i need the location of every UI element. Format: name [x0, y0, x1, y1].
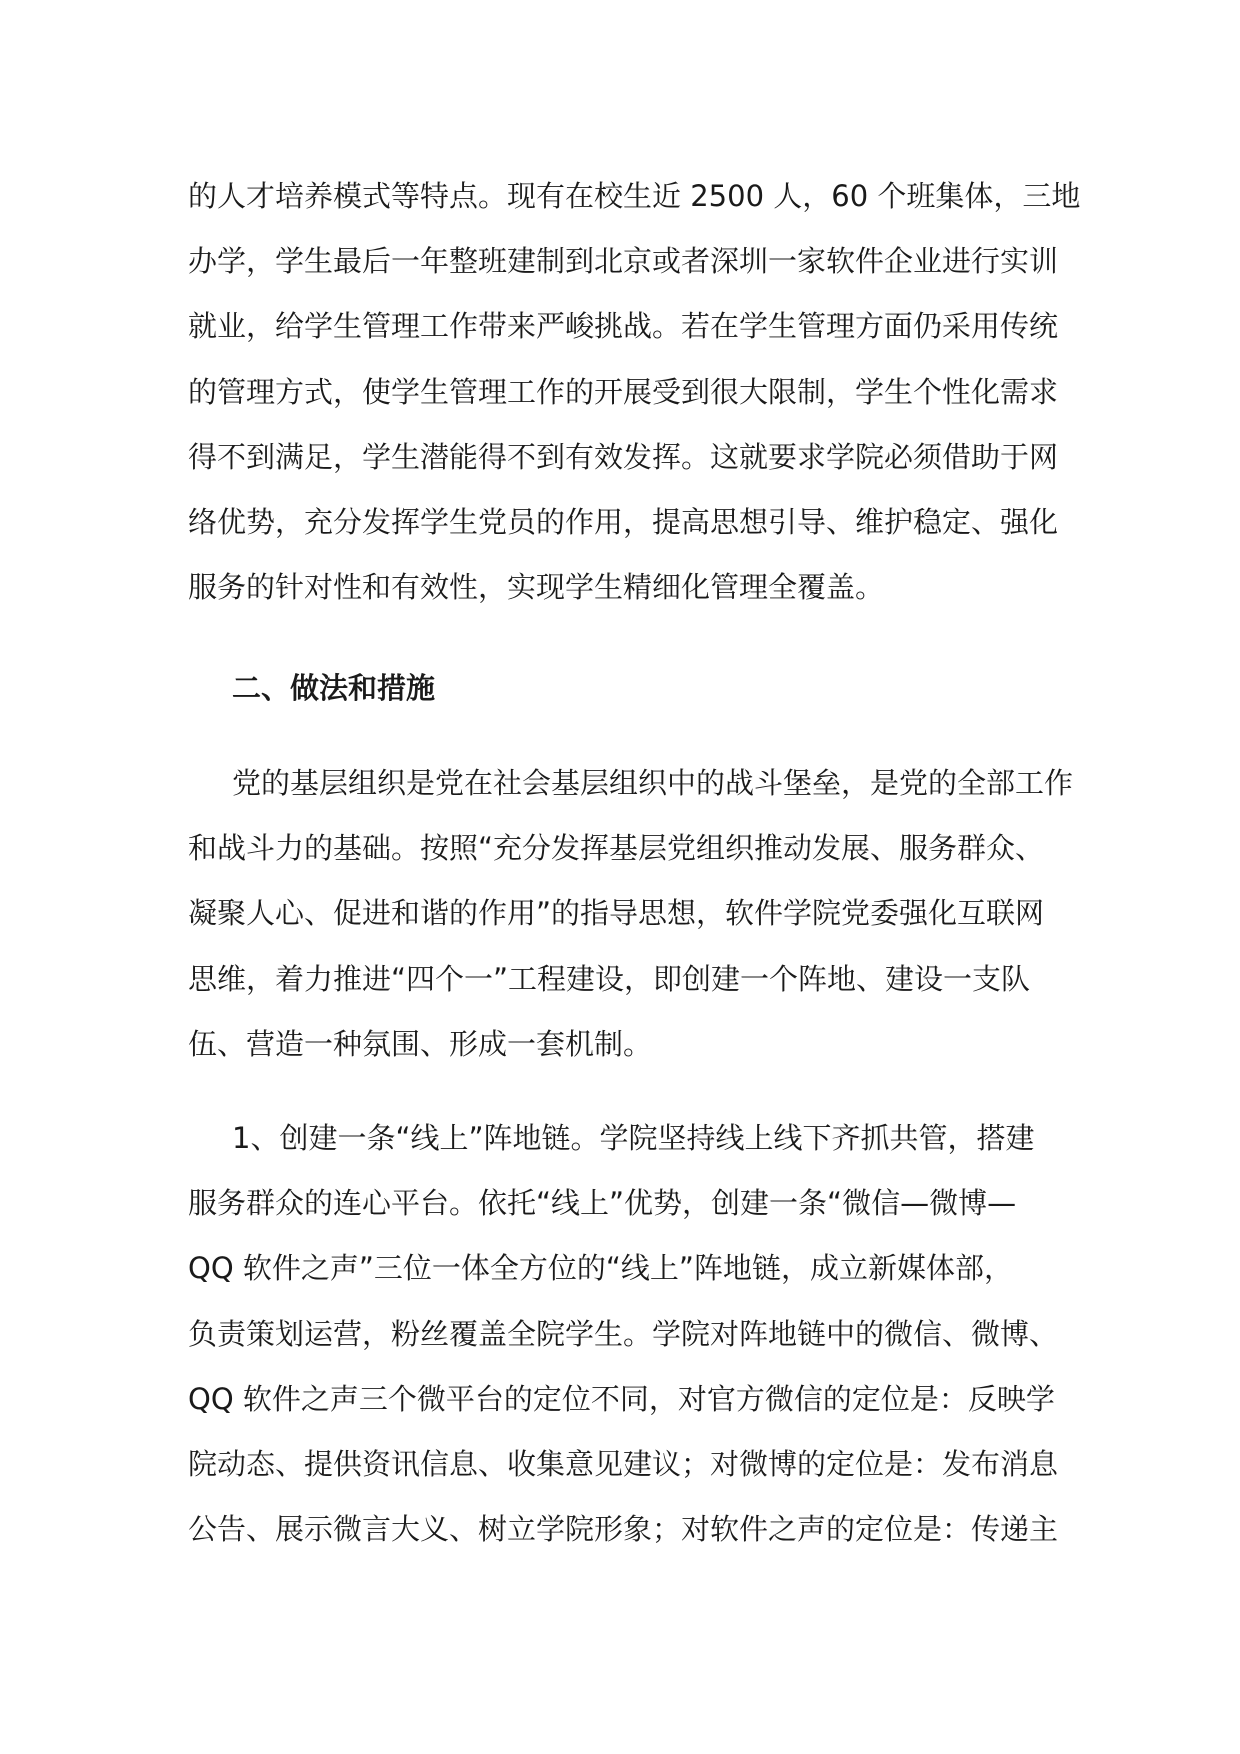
- paragraph-line: 和战斗力的基础。按照“充分发挥基层党组织推动发展、服务群众、: [188, 831, 1045, 866]
- paragraph-line: 凝聚人心、促进和谐的作用”的指导思想，软件学院党委强化互联网: [188, 896, 1045, 931]
- paragraph-line: 党的基层组织是党在社会基层组织中的战斗堡垒，是党的全部工作: [232, 766, 1074, 800]
- paragraph-line: 服务群众的连心平台。依托“线上”优势，创建一条“微信—微博—: [188, 1186, 1017, 1221]
- body-paragraph-1: [188, 164, 1081, 620]
- paragraph-line: 伍、营造一种氛围、形成一套机制。: [188, 1026, 653, 1061]
- paragraph-line: 得不到满足，学生潜能得不到有效发挥。这就要求学院必须借助于网: [188, 439, 1059, 474]
- paragraph-line: 络优势，充分发挥学生党员的作用，提高思想引导、维护稳定、强化: [188, 505, 1059, 540]
- paragraph-line: 1、创建一条“线上”阵地链。学院坚持线上线下齐抓共管，搭建: [232, 1121, 1035, 1155]
- body-paragraph-2: [188, 751, 1074, 1077]
- paragraph-line: 负责策划运营，粉丝覆盖全院学生。学院对阵地链中的微信、微博、: [188, 1316, 1059, 1351]
- paragraph-line: 公告、展示微言大义、树立学院形象；对软件之声的定位是：传递主: [188, 1512, 1059, 1547]
- paragraph-line: 院动态、提供资讯信息、收集意见建议；对微博的定位是：发布消息: [188, 1447, 1059, 1482]
- paragraph-line: 思维，着力推进“四个一”工程建设，即创建一个阵地、建设一支队: [188, 961, 1031, 996]
- paragraph-line: 办学，学生最后一年整班建制到北京或者深圳一家软件企业进行实训: [188, 244, 1059, 279]
- paragraph-line: 的人才培养模式等特点。现有在校生近 2500 人，60 个班集体，三地: [188, 179, 1081, 213]
- section-heading: 二、做法和措施: [232, 671, 436, 705]
- paragraph-line: 的管理方式，使学生管理工作的开展受到很大限制，学生个性化需求: [188, 374, 1059, 409]
- paragraph-line: 服务的针对性和有效性，实现学生精细化管理全覆盖。: [188, 570, 885, 605]
- paragraph-line: QQ 软件之声三个微平台的定位不同，对官方微信的定位是：反映学: [188, 1381, 1055, 1416]
- paragraph-line: 就业，给学生管理工作带来严峻挑战。若在学生管理方面仍采用传统: [188, 309, 1059, 344]
- paragraph-line: QQ 软件之声”三位一体全方位的“线上”阵地链，成立新媒体部，: [188, 1251, 1013, 1286]
- body-paragraph-3: [188, 1106, 1059, 1562]
